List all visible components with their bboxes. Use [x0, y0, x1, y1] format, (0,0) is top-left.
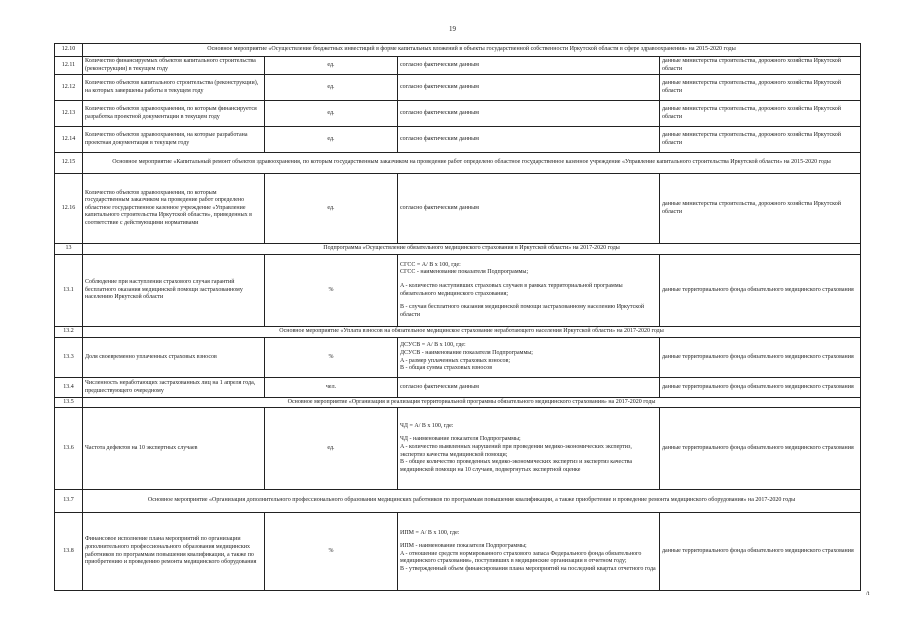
unit-cell: ед.	[265, 127, 398, 153]
section-row	[55, 327, 861, 338]
formula-line: A - отношение средств нормированного страхового запаса Федерального фонда обязательного медицинского страхования», поступивших в медицинские организации в отчетном году;	[400, 550, 642, 565]
formula-line: ИПМ - наименование показателя Подпрограммы;	[400, 543, 527, 550]
table-row	[55, 408, 861, 490]
formula-line: B - общее количество проведенных медико-экономических экспертиз и экспертиз качества медицинской помощи на 10 случаев, подвергнутых экспертной оценке	[400, 459, 633, 473]
formula-line: A - количество наступивших страховых случаев в рамках территориальной программы обязательного медицинского страхования;	[400, 282, 623, 297]
formula-line: согласно фактическим данным	[400, 61, 479, 68]
indicator-name: Соблюдение при наступлении страхового случая гарантий бесплатного оказания медицинской помощи застрахованному населению Иркутской области	[83, 255, 265, 327]
formula-line: согласно фактическим данным	[400, 383, 479, 390]
table-row	[55, 57, 861, 75]
source-cell: данные территориального фонда обязательного медицинского страхования	[660, 408, 861, 490]
indicator-name: Количество объектов капитального строительства (реконструкции), на которых завершены работы в текущем году	[83, 75, 265, 101]
row-number: 12.10	[55, 44, 83, 57]
source-cell: данные территориального фонда обязательного медицинского страхования	[660, 378, 861, 398]
unit-cell: ед.	[265, 408, 398, 490]
section-title: Основное мероприятие «Капитальный ремонт объектов здравоохранения, по которым государственным заказчиком на проведение работ определено областное государственное казенное учреждение «Управление капитального строительства Иркутской области» на 2015-2020 годы	[83, 153, 861, 174]
unit-cell: %	[265, 513, 398, 591]
formula-line: A - размер уплаченных страховых взносов;	[400, 357, 511, 364]
source-cell: данные территориального фонда обязательного медицинского страхования	[660, 513, 861, 591]
indicator-name: Финансовое исполнение плана мероприятий по организации дополнительного профессионального образования медицинских работников по программам повышения квалификации, а также по приобретению и проведению ремонта медицинского оборудования	[83, 513, 265, 591]
source-cell: данные министерства строительства, дорожного хозяйства Иркутской области	[660, 101, 861, 127]
formula-cell	[398, 127, 660, 153]
source-cell: данные территориального фонда обязательного медицинского страхования	[660, 338, 861, 378]
unit-cell: ед.	[265, 57, 398, 75]
formula-cell	[398, 174, 660, 244]
row-number: 13.2	[55, 327, 83, 338]
unit-cell: чел.	[265, 378, 398, 398]
formula-cell	[398, 255, 660, 327]
indicator-name: Количество объектов здравоохранения, по которым финансируется разработка проектной документации в текущем году	[83, 101, 265, 127]
row-number: 13	[55, 244, 83, 255]
formula-cell	[398, 513, 660, 591]
row-number: 12.16	[55, 174, 83, 244]
formula-line: B - общая сумма страховых взносов	[400, 365, 493, 372]
section-row	[55, 44, 861, 57]
table-row	[55, 255, 861, 327]
row-number: 13.8	[55, 513, 83, 591]
section-title: Основное мероприятие «Организация дополнительного профессионального образования медицинских работников по программам повышения квалификации, а также приобретение и проведение ремонта медицинского оборудования» на 2017-2020 годы	[83, 490, 861, 513]
formula-cell	[398, 75, 660, 101]
section-title: Основное мероприятие «Осуществление бюджетных инвестиций в форме капитальных вложений в объекты государственной собственности Иркутской области в сфере здравоохранения» на 2015-2020 годы	[83, 44, 861, 57]
table-row	[55, 378, 861, 398]
section-row	[55, 398, 861, 408]
formula-line: B - утвержденный объем финансирования плана мероприятий на последний квартал отчетного года	[400, 565, 656, 572]
formula-line: согласно фактическим данным	[400, 135, 479, 142]
unit-cell: ед.	[265, 174, 398, 244]
row-number: 13.7	[55, 490, 83, 513]
indicator-name: Численность неработающих застрахованных лиц на 1 апреля года, предшествующего очередному	[83, 378, 265, 398]
row-number: 12.11	[55, 57, 83, 75]
section-row	[55, 244, 861, 255]
formula-line: A - количество выявленных нарушений при проведении медико-экономических экспертиз, экспертиз качества медицинской помощи;	[400, 443, 632, 458]
indicator-name: Частота дефектов на 10 экспертных случаев	[83, 408, 265, 490]
indicator-name: Количество объектов здравоохранения, на которые разработана проектная документация в текущем году	[83, 127, 265, 153]
formula-line: ДСУСВ - наименование показателя Подпрограммы;	[400, 349, 533, 356]
source-cell: данные министерства строительства, дорожного хозяйства Иркутской области	[660, 127, 861, 153]
unit-cell: ед.	[265, 75, 398, 101]
row-number: 12.14	[55, 127, 83, 153]
section-title: Основное мероприятие «Уплата взносов на обязательное медицинское страхование неработающего населения Иркутской области» на 2017-2020 годы	[83, 327, 861, 338]
indicator-name: Количество объектов здравоохранения, по которым государственным заказчиком на проведение работ определено областное государственное казенное учреждение «Управление капитального строительства Иркутской области», приведенных в соответствие с действующими нормативами	[83, 174, 265, 244]
section-title: Основное мероприятие «Организация и реализация территориальной программы обязательного медицинского страхования» на 2017-2020 годы	[83, 398, 861, 408]
formula-line: B - случаи бесплатного оказания медицинской помощи застрахованному населению Иркутской области	[400, 304, 645, 318]
section-row	[55, 153, 861, 174]
formula-line: СГСС - наименование показателя Подпрограммы;	[400, 269, 529, 276]
margin-mark: /t	[866, 591, 870, 597]
section-title: Подпрограмма «Осуществление обязательного медицинского страхования в Иркутской области» на 2017-2020 годы	[83, 244, 861, 255]
table-row	[55, 101, 861, 127]
row-number: 13.5	[55, 398, 83, 408]
table-row	[55, 174, 861, 244]
source-cell: данные министерства строительства, дорожного хозяйства Иркутской области	[660, 75, 861, 101]
indicator-table	[54, 43, 861, 591]
row-number: 13.4	[55, 378, 83, 398]
formula-line: СГСС = A/ B x 100, где:	[400, 261, 461, 268]
formula-cell	[398, 338, 660, 378]
formula-line: ИПМ = A/ B x 100, где:	[400, 529, 460, 536]
table-row	[55, 75, 861, 101]
row-number: 13.3	[55, 338, 83, 378]
formula-cell	[398, 378, 660, 398]
table-row	[55, 127, 861, 153]
row-number: 13.1	[55, 255, 83, 327]
unit-cell: ед.	[265, 101, 398, 127]
row-number: 12.15	[55, 153, 83, 174]
indicator-name: Количество финансируемых объектов капитального строительства (реконструкции) в текущем году	[83, 57, 265, 75]
table-row	[55, 513, 861, 591]
formula-line: согласно фактическим данным	[400, 83, 479, 90]
indicator-name: Доля своевременно уплаченных страховых взносов	[83, 338, 265, 378]
row-number: 13.6	[55, 408, 83, 490]
page-number: 19	[449, 25, 456, 33]
section-row	[55, 490, 861, 513]
table-row	[55, 338, 861, 378]
row-number: 12.13	[55, 101, 83, 127]
formula-line: согласно фактическим данным	[400, 204, 479, 211]
formula-line: ДСУСВ = A/ B x 100, где:	[400, 342, 466, 349]
source-cell: данные территориального фонда обязательного медицинского страхования	[660, 255, 861, 327]
formula-cell	[398, 101, 660, 127]
row-number: 12.12	[55, 75, 83, 101]
formula-line: ЧД - наименование показателя Подпрограммы;	[400, 436, 521, 443]
source-cell: данные министерства строительства, дорожного хозяйства Иркутской области	[660, 174, 861, 244]
source-cell: данные министерства строительства, дорожного хозяйства Иркутской области	[660, 57, 861, 75]
formula-cell	[398, 408, 660, 490]
formula-cell	[398, 57, 660, 75]
unit-cell: %	[265, 255, 398, 327]
formula-line: согласно фактическим данным	[400, 109, 479, 116]
formula-line: ЧД = A/ B x 100, где:	[400, 422, 454, 429]
unit-cell: %	[265, 338, 398, 378]
